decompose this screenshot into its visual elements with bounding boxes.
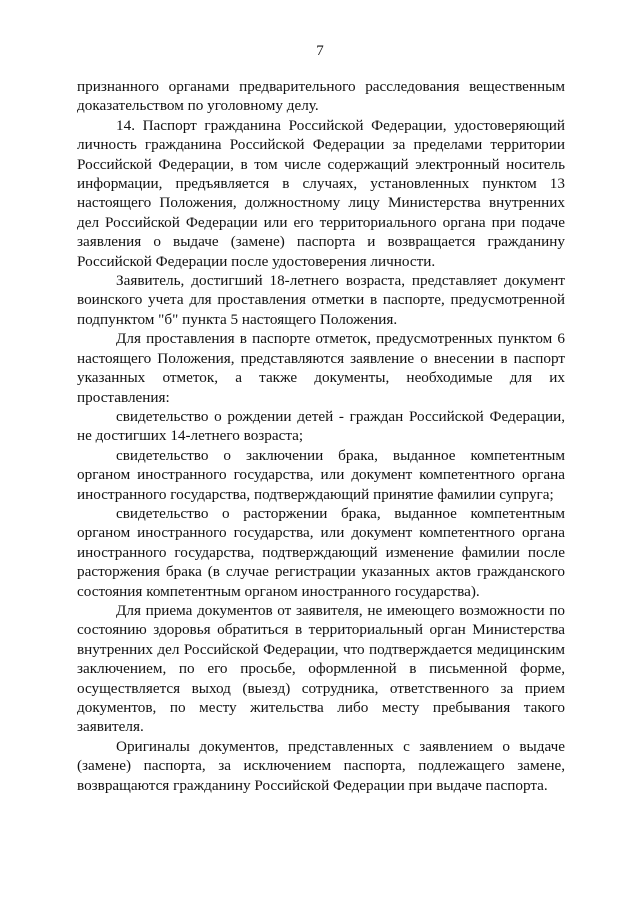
paragraph-2: 14. Паспорт гражданина Российской Федерации, удостоверяющий личность гражданина Российской Федерации за пределами территории Российской Федерации, в том числе содержащий электронный носитель информации, предъявляется в случаях, установленных пунктом 13 настоящего Положения, должностному лицу Министерства внутренних дел Российской Федерации или его территориального органа при подаче заявления о выдаче (замене) паспорта и возвращается гражданину Российской Федерации после удостоверения личности. — [77, 116, 565, 270]
paragraph-1: признанного органами предварительного расследования вещественным доказательством по уголовному делу. — [77, 78, 565, 115]
document-body — [77, 77, 565, 795]
paragraph-5: свидетельство о рождении детей - граждан Российской Федерации, не достигших 14-летнего возраста; — [77, 407, 565, 445]
paragraph-8: Для приема документов от заявителя, не имеющего возможности по состоянию здоровья обратиться в территориальный орган Министерства внутренних дел Российской Федерации, что подтверждается медицинским заключением, по его просьбе, оформленной в письменной форме, осуществляется выход (выезд) сотрудника, ответственного за прием документов, по месту жительства либо месту пребывания такого заявителя. — [77, 601, 565, 736]
page-number: 7 — [316, 43, 324, 59]
paragraph-4: Для проставления в паспорте отметок, предусмотренных пунктом 6 настоящего Положения, представляются заявление о внесении в паспорт указанных отметок, а также документы, необходимые для их проставления: — [77, 330, 565, 406]
paragraph-7: свидетельство о расторжении брака, выданное компетентным органом иностранного государства, или документ компетентного органа иностранного государства, подтверждающий изменение фамилии после расторжения брака (в случае регистрации указанных актов гражданского состояния компетентным органом иностранного государства). — [77, 504, 565, 600]
paragraph-6: свидетельство о заключении брака, выданное компетентным органом иностранного государства, или документ компетентного органа иностранного государства, подтверждающий принятие фамилии супруга; — [77, 446, 565, 503]
paragraph-3: Заявитель, достигший 18-летнего возраста, представляет документ воинского учета для проставления отметки в паспорте, предусмотренной подпунктом "б" пункта 5 настоящего Положения. — [77, 272, 565, 328]
paragraph-9: Оригиналы документов, представленных с заявлением о выдаче (замене) паспорта, за исключением паспорта, подлежащего замене, возвращаются гражданину Российской Федерации при выдаче паспорта. — [77, 737, 565, 794]
